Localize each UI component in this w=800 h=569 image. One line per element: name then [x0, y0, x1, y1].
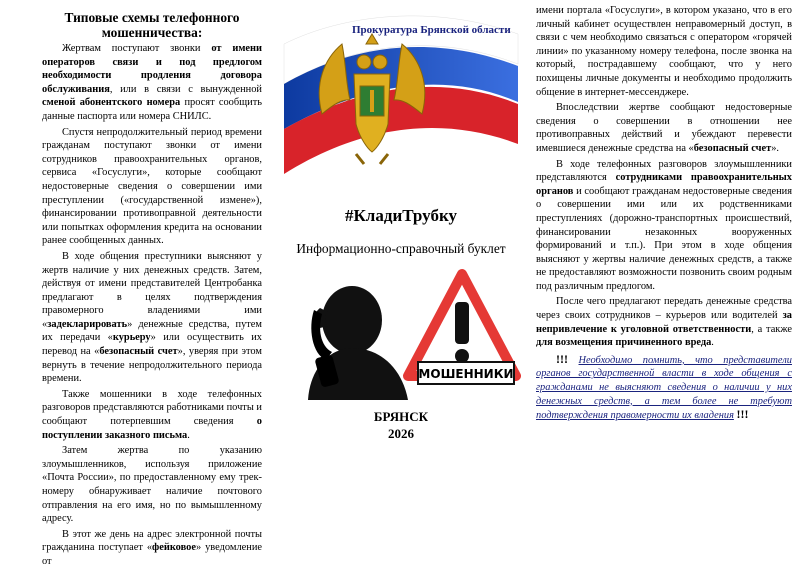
- emphasis-text: курьеру: [112, 332, 151, 344]
- right-paragraph-1: имени портала «Госуслуги», в котором указано, что в его личный кабинет осуществлен неправомерный доступ, в связи с чем необходимо связаться с оператором «горячей линии» по указанному номеру телефона, после звонка на который, пострадавшему сообщают, что у него похищены личные документы и необходимо продолжить общение в интернет-мессенджере.: [536, 5, 792, 98]
- city-name: БРЯНСК: [373, 409, 429, 424]
- exclamation-marks: !!!: [556, 351, 568, 366]
- body-text: В ходе телефонных разговоров злоумышленники представляются: [536, 158, 792, 184]
- fraud-warning-illustration: [290, 268, 520, 400]
- body-text: », уверяя при этом вернуть в течение непродолжительного периода времени.: [42, 346, 262, 385]
- body-text: » уведомление от: [42, 542, 262, 567]
- emphasis-text: для возмещения причиненного вреда: [536, 337, 712, 349]
- left-paragraph-2: Спустя непродолжительный период времени гражданам поступают звонки от имени сотрудников правоохранительных органов, сервиса «Госуслуги», которые сообщают недостоверные сведения о совершении ими преступлении («государственной измене»), финансировании противоправной деятельности или попытках оформления кредита на основании ранее сообщенных данных.: [42, 126, 262, 247]
- emphasis-text: безопасный счет: [99, 346, 178, 358]
- left-title: Типовые схемы телефонного мошенничества:: [64, 10, 240, 40]
- body-text: » или осуществить их перевод на «: [42, 332, 262, 358]
- emphasis-text: задекларировать: [47, 318, 128, 330]
- left-paragraph-1: [42, 42, 262, 124]
- body-text: Также мошенники в ходе телефонных разговоров представляются работниками почты и сообщают потерпевшим сведения: [42, 388, 262, 428]
- hashtag-title: #КладиТрубку: [344, 206, 457, 225]
- city-year: [270, 408, 532, 442]
- emphasis-text: от имени операторов связи и под предлогом необходимости продления договора обслуживания: [42, 43, 262, 95]
- year: 2026: [388, 426, 414, 441]
- caller-silhouette-icon: [308, 286, 408, 400]
- left-paragraph-4: [42, 388, 262, 442]
- body-text: .: [711, 337, 714, 349]
- organization-name: Прокуратура Брянской области: [352, 24, 511, 36]
- final-warning: [536, 353, 792, 423]
- exclamation-marks-end: !!!: [736, 407, 749, 422]
- body-text: .: [187, 429, 190, 441]
- body-text: просят сообщить данные паспорта или номера СНИЛС.: [42, 97, 263, 122]
- body-text: В ходе общения преступники выясняют у жертв наличие у них денежных средств. Затем, действуя от имени представителей Центробанка предлагают в целях подтверждения правомерного владениями ими «: [42, 250, 262, 330]
- emphasis-text: за непривлечение к уголовной ответственности: [536, 310, 792, 335]
- right-paragraph-2: [536, 101, 792, 155]
- final-warning-text: Необходимо помнить, что представители органов государственной власти в ходе общения с гражданами не выясняют сведения о наличии у них денежных средств, а тем более не требуют подтверждения правомерности их владения: [536, 354, 792, 422]
- right-paragraph-4: [536, 295, 792, 349]
- right-paragraph-3: [536, 158, 792, 294]
- body-text: , или в связи с вынужденной: [109, 83, 262, 95]
- body-text: , а также: [751, 323, 793, 335]
- warning-label: МОШЕННИКИ: [418, 367, 514, 381]
- left-paragraph-3: [42, 250, 262, 386]
- middle-column: [270, 0, 532, 506]
- left-column: [0, 0, 270, 567]
- emphasis-text: фейковое: [152, 542, 196, 554]
- booklet-subtitle: Информационно-справочный буклет: [296, 241, 506, 256]
- body-text: В этот же день на адрес электронной почты гражданина поступает «: [42, 528, 262, 554]
- left-paragraph-5: Затем жертва по указанию злоумышленников, используя приложение «Почта России», по предоставленному ему трек-номеру обнаруживает наличие почтового отправления на его имя, но по вымышленному адресу.: [42, 445, 262, 525]
- body-text: и сообщают гражданам недостоверные сведения о совершении ими или их родственниками преступлениях (дорожно-транспортных происшествий, финансировании незаконных вооруженных формирований и т.п.). При этом в ходе общения выясняют у жертвы наличие денежных средств, а также не предоставляют возможности позвонить своим родным под различным предлогом.: [536, 185, 792, 292]
- emphasis-text: о поступлении заказного письма: [42, 416, 262, 441]
- emphasis-text: сотрудниками правоохранительных органов: [536, 172, 792, 197]
- emphasis-text: сменой абонентского номера: [42, 97, 181, 109]
- body-text: Впоследствии жертве сообщают недостоверные сведения о совершении в отношении нее противоправных действий и убеждают перевести имевшиеся денежные средства на «: [536, 102, 792, 154]
- right-column: [532, 0, 800, 506]
- warning-triangle-icon: [408, 274, 516, 376]
- body-text: После чего предлагают передать денежные средства через своих сотрудников – курьеров или водителей: [536, 296, 792, 322]
- body-text: ».: [771, 142, 779, 154]
- left-paragraph-6: [42, 528, 262, 569]
- body-text: » денежные средства, путем их передачи «: [42, 318, 262, 344]
- body-text: Жертвам поступают звонки: [62, 43, 212, 54]
- emphasis-text: безопасный счет: [693, 142, 772, 154]
